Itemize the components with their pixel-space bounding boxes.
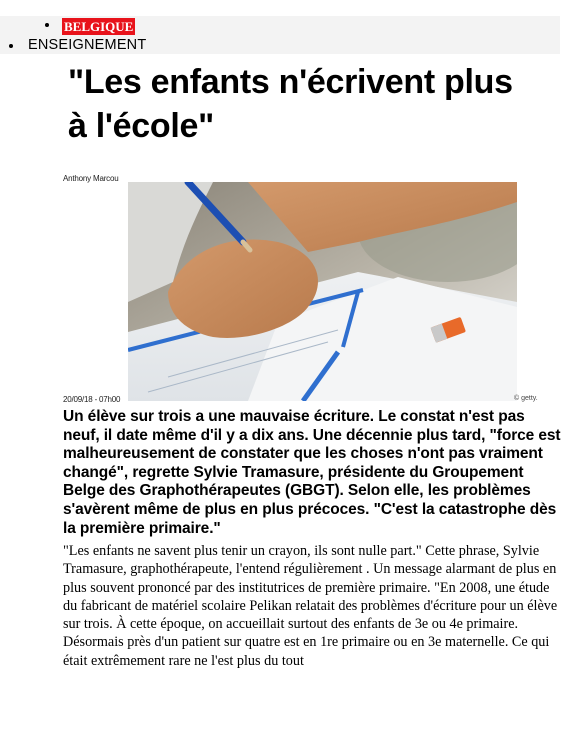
- article-lead: Un élève sur trois a une mauvaise écriture. Le constat n'est pas neuf, il date même d'il y a dix ans. Une décennie plus tard, "force est malheureusement de constater que les choses n'ont pas vraiment changé", regrette Sylvie Tramasure, présidente du Groupement Belge des Graphothérapeutes (GBGT). Selon elle, les problèmes s'avèrent même de plus en plus précoces. "C'est la catastrophe dès la première primaire.": [63, 408, 561, 537]
- section-label[interactable]: ENSEIGNEMENT: [28, 37, 147, 53]
- article-date: 20/09/18 - 07h00: [63, 395, 121, 404]
- photo-credit: © getty.: [514, 395, 538, 402]
- article-body: "Les enfants ne savent plus tenir un crayon, ils sont nulle part." Cette phrase, Sylvie Tramasure, graphothérapeute, l'entend régulièrement . Un message alarmant de plus en plus souvent prononcé par des institutrices de première primaire. "En 2008, une étude du fabricant de matériel scolaire Pelikan relatait des problèmes d'écriture pour un élève sur trois. À cette époque, on accueillait surtout des enfants de 3e ou 4e primaire. Désormais près d'un patient sur quatre est en 1re primaire ou en 3e maternelle. Ce qui était extrêmement rare ne l'est plus du tout: [63, 543, 558, 669]
- category-tag[interactable]: BELGIQUE: [64, 19, 134, 34]
- article-author[interactable]: Anthony Marcou: [63, 174, 119, 183]
- article-photo: [128, 182, 517, 401]
- article-title: "Les enfants n'écrivent plus à l'école": [68, 63, 513, 145]
- bullet-icon: [45, 23, 49, 27]
- bullet-icon: [9, 44, 13, 48]
